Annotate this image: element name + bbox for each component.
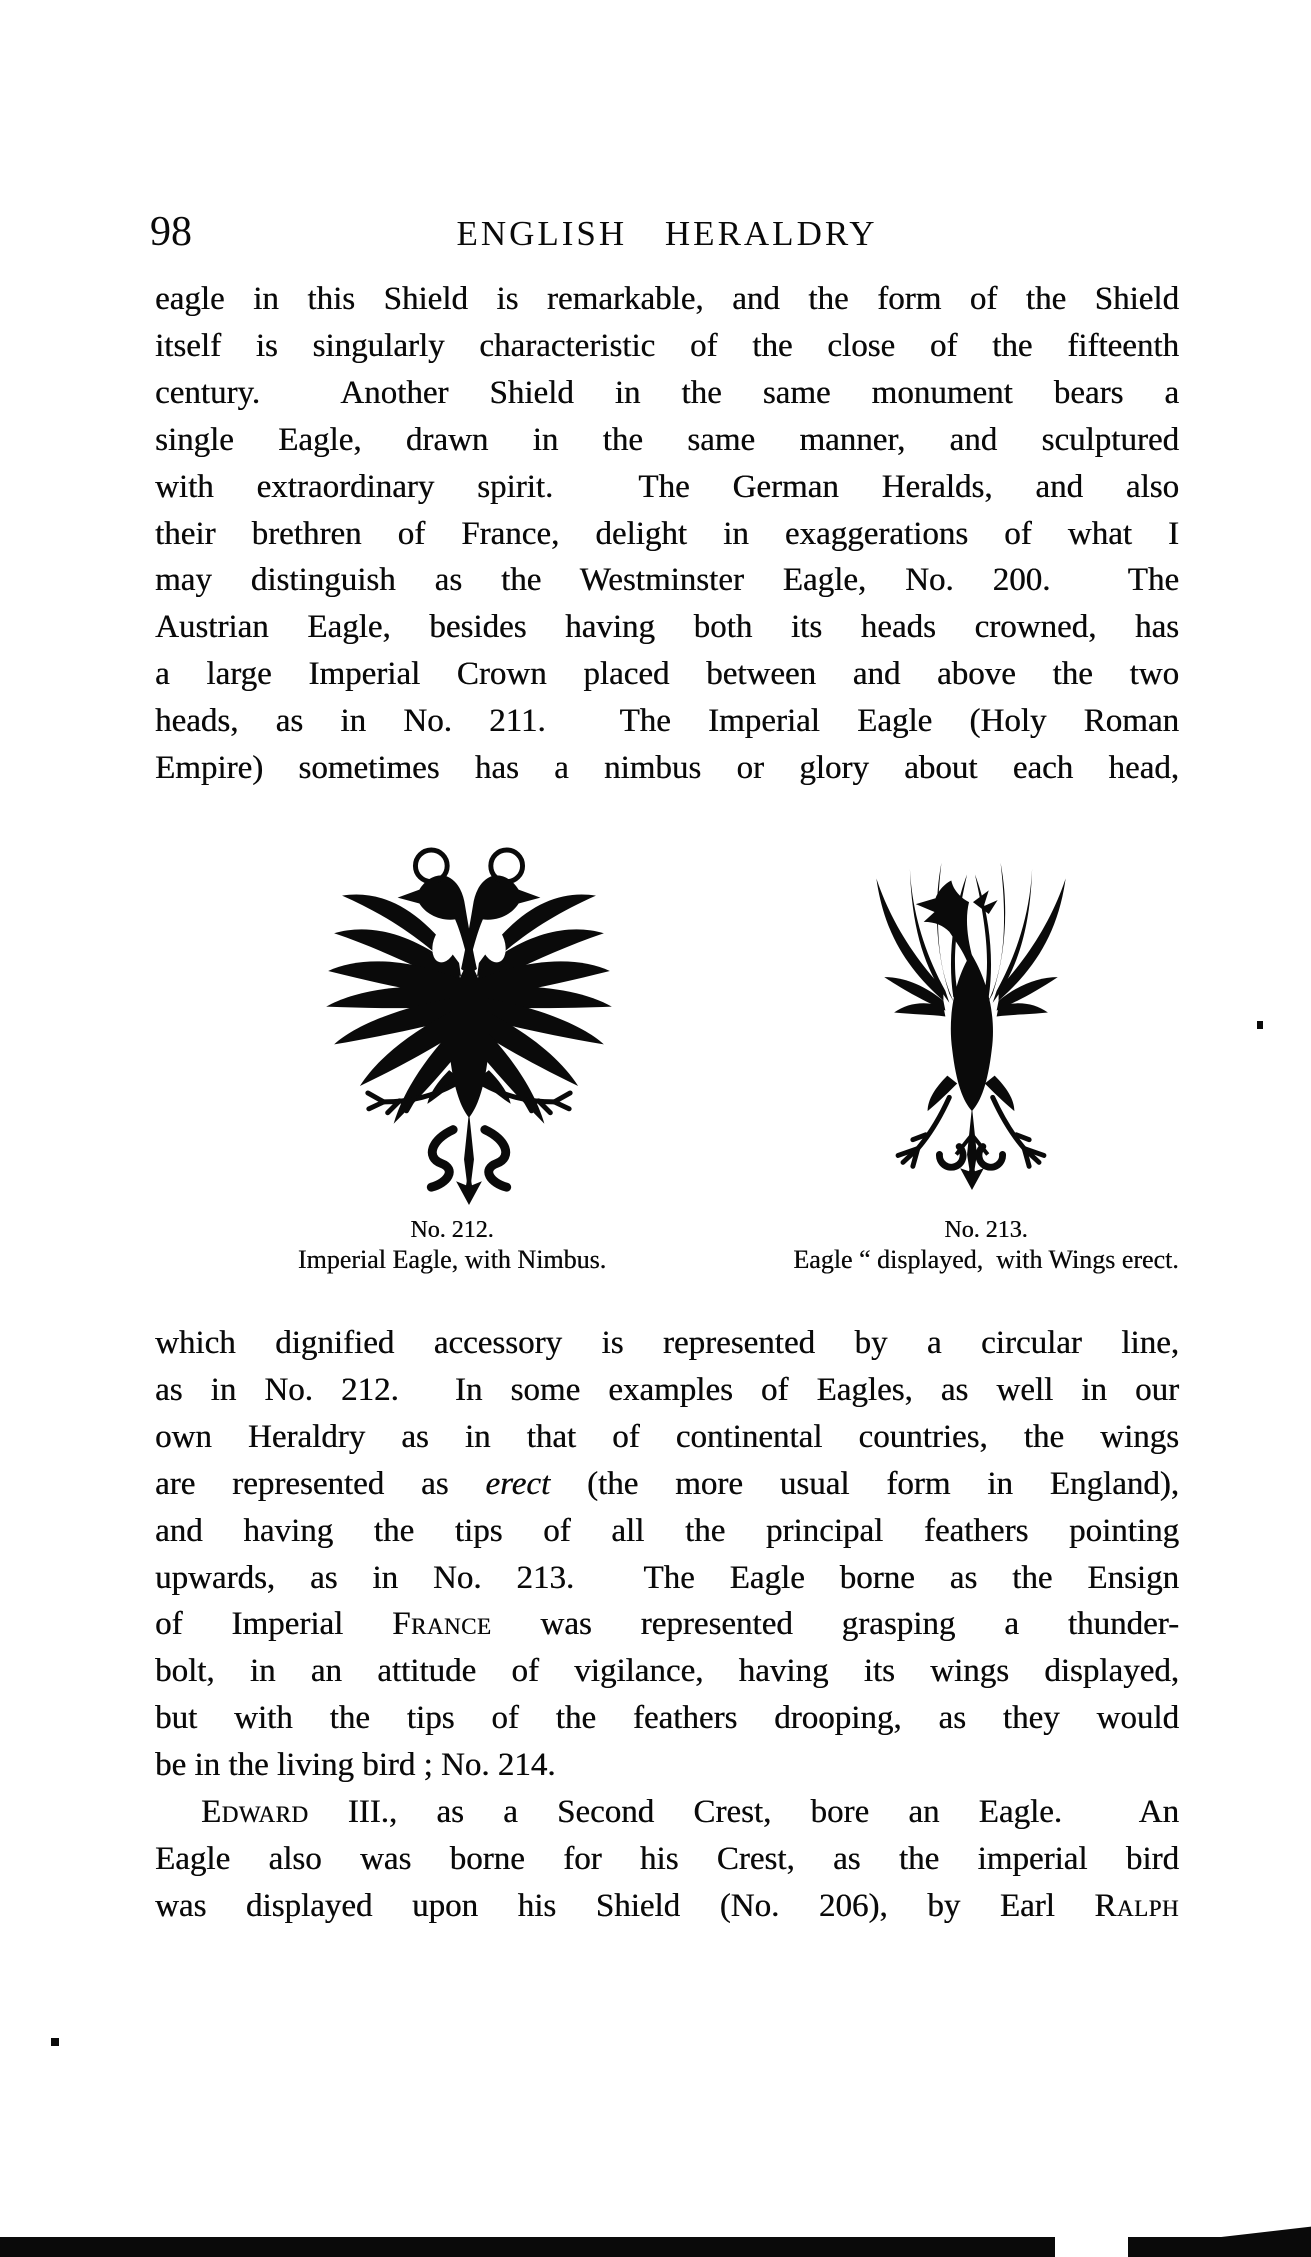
paragraph-continuation: [155, 276, 1179, 792]
text-line: [155, 1648, 1179, 1695]
text-run: are represented as: [155, 1465, 486, 1502]
text-run: was displayed upon his Shield (No. 206), by Earl: [155, 1887, 1095, 1924]
text-line: [155, 557, 1179, 604]
text-line: [155, 651, 1179, 698]
text-run: century. Another Shield in the same monument bears a: [155, 374, 1179, 411]
text-run: which dignified accessory is represented by a circular line,: [155, 1325, 1179, 1361]
text-line: [155, 464, 1179, 511]
text-run: but with the tips of the feathers drooping, as they would: [155, 1700, 1179, 1737]
text-run: of Imperial: [155, 1606, 393, 1643]
ink-speck: [51, 2038, 59, 2046]
text-run: itself is singularly characteristic of the close of the fifteenth: [155, 327, 1179, 364]
text-line: [155, 745, 1179, 792]
figure-212-number: No. 212.: [410, 1217, 494, 1243]
smallcaps-text: Ralph: [1094, 1887, 1179, 1924]
text-run: as in No. 212. In some examples of Eagles, as well in our: [155, 1371, 1179, 1408]
scan-bottom-edge-gap: [1055, 2237, 1128, 2257]
ink-speck: [1257, 1021, 1263, 1029]
smallcaps-text: France: [392, 1606, 492, 1643]
paragraph-edward: [155, 1789, 1179, 1930]
text-line: [155, 698, 1179, 745]
figure-212-caption: [272, 1216, 632, 1274]
text-run: eagle in this Shield is remarkable, and the form of the Shield: [155, 281, 1179, 317]
text-run: Eagle also was borne for his Crest, as the imperial bird: [155, 1840, 1179, 1877]
text-line: [155, 1601, 1179, 1648]
text-line: [155, 370, 1179, 417]
text-line: [155, 1742, 1179, 1789]
text-line: [155, 1508, 1179, 1555]
figure-213-number: No. 213.: [944, 1217, 1028, 1243]
figure-213: [833, 840, 1109, 1197]
text-run: (the more usual form in England),: [550, 1465, 1179, 1502]
italic-text: erect: [485, 1465, 551, 1502]
text-run: bolt, in an attitude of vigilance, having its wings displayed,: [155, 1653, 1179, 1690]
running-title: ENGLISH HERALDRY: [456, 214, 878, 253]
text-run: upwards, as in No. 213. The Eagle borne as the Ensign: [155, 1559, 1179, 1596]
text-run: own Heraldry as in that of continental countries, the wings: [155, 1418, 1179, 1455]
figure-212-title: Imperial Eagle, with Nimbus.: [297, 1245, 607, 1274]
text-run: single Eagle, drawn in the same manner, and sculptured: [155, 421, 1179, 458]
text-line: [155, 276, 1179, 323]
text-line: [155, 1367, 1179, 1414]
text-line: [155, 1555, 1179, 1602]
text-line: [155, 1695, 1179, 1742]
figure-213-title: Eagle “ displayed, with Wings erect.: [793, 1245, 1179, 1274]
text-run: heads, as in No. 211. The Imperial Eagle (Holy Roman: [155, 703, 1179, 740]
text-run: Austrian Eagle, besides having both its heads crowned, has: [155, 609, 1179, 646]
text-run: be in the living bird ; No. 214.: [155, 1747, 556, 1784]
paragraph-continuation: [155, 1320, 1179, 1789]
body-text-upper: [155, 276, 1179, 792]
text-line: [155, 1320, 1179, 1367]
text-line: [155, 1836, 1179, 1883]
text-run: was represented grasping a thunder-: [491, 1606, 1179, 1643]
page-number: 98: [150, 209, 192, 255]
text-line: [155, 1789, 1179, 1836]
text-line: [155, 1883, 1179, 1930]
text-line: [155, 417, 1179, 464]
figure-212: [318, 846, 620, 1213]
text-run: III., as a Second Crest, bore an Eagle. An: [308, 1794, 1179, 1831]
text-run: with extraordinary spirit. The German Heralds, and also: [155, 468, 1179, 505]
text-line: [155, 323, 1179, 370]
scan-bottom-edge-wedge: [1205, 2224, 1311, 2257]
text-line: [155, 511, 1179, 558]
text-run: and having the tips of all the principal feathers pointing: [155, 1512, 1179, 1549]
text-run: Empire) sometimes has a nimbus or glory about each head,: [155, 750, 1179, 787]
text-line: [155, 604, 1179, 651]
body-text-lower: [155, 1320, 1179, 1930]
figure-213-caption: [742, 1216, 1230, 1274]
smallcaps-text: Edward: [201, 1794, 309, 1831]
text-run: a large Imperial Crown placed between and above the two: [155, 656, 1179, 693]
text-line: [155, 1414, 1179, 1461]
text-run: their brethren of France, delight in exaggerations of what I: [155, 515, 1179, 552]
double-headed-eagle-icon: [318, 846, 620, 1208]
eagle-wings-erect-icon: [833, 840, 1109, 1192]
text-run: may distinguish as the Westminster Eagle, No. 200. The: [155, 562, 1179, 599]
text-line: [155, 1461, 1179, 1508]
